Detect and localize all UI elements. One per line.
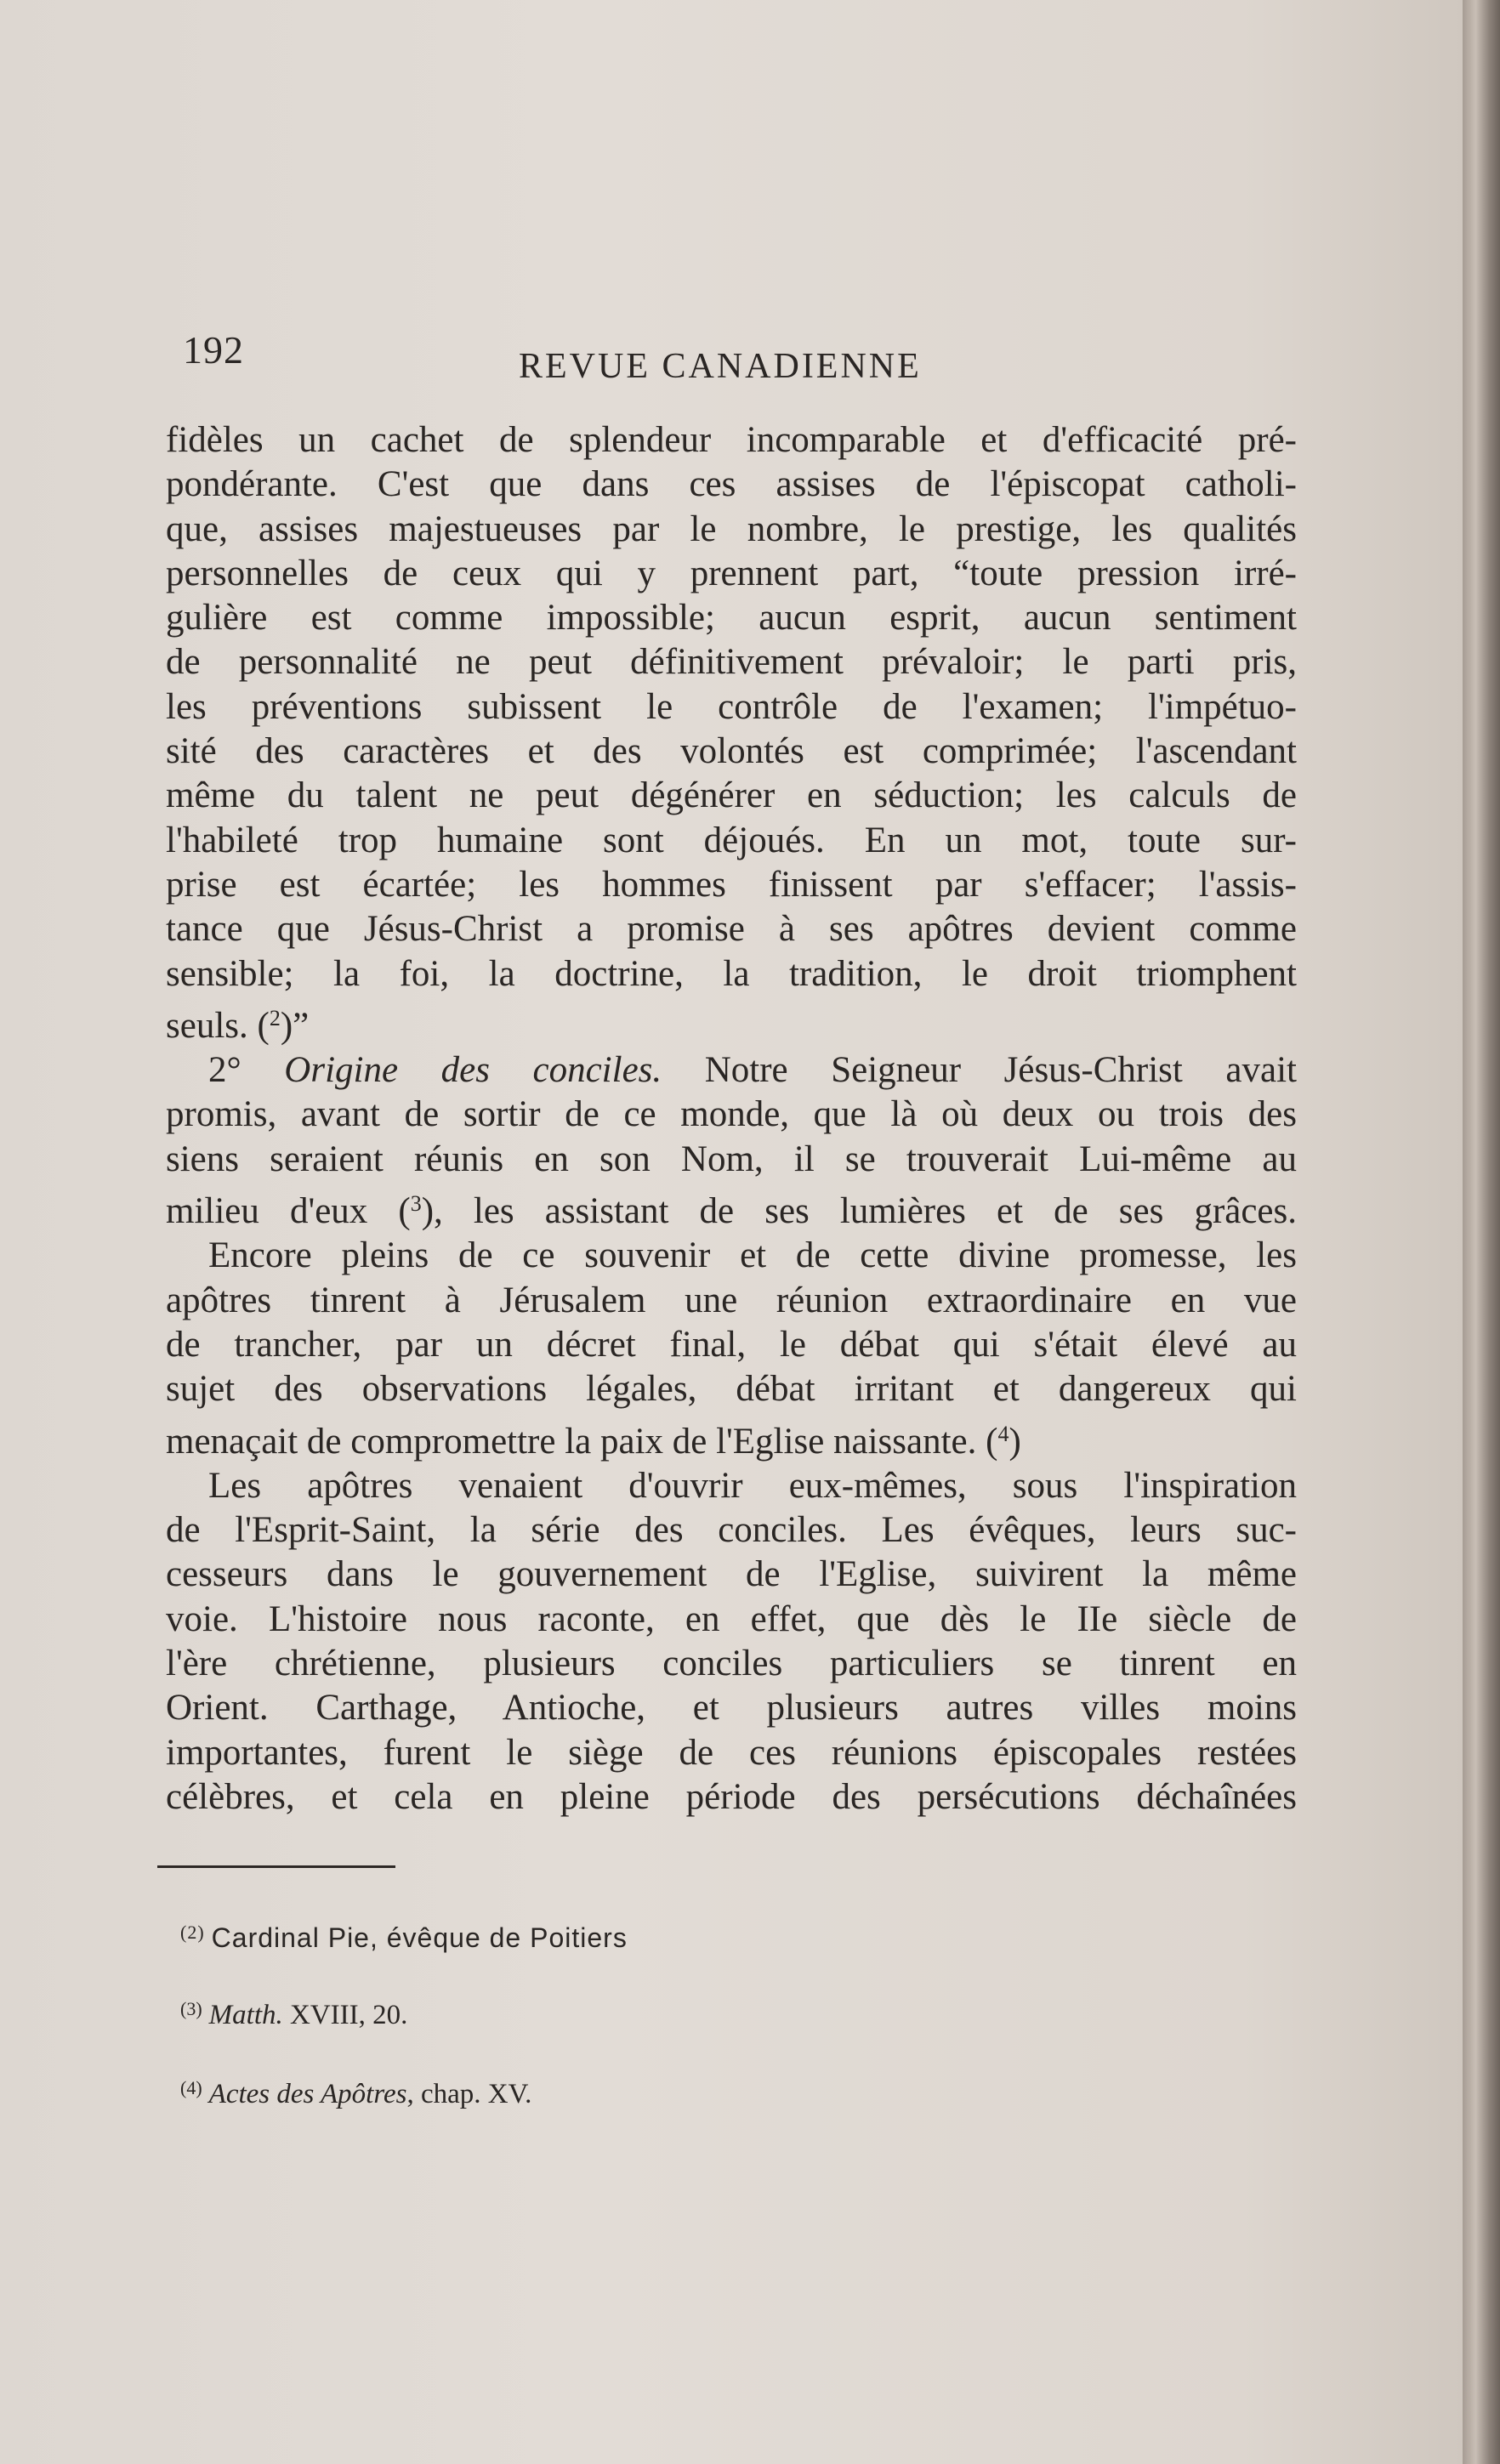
footnote-text: , chap. XV. — [406, 2079, 532, 2109]
footnote-source: Actes des Apôtres — [208, 2079, 407, 2109]
text-line: pondérante. C'est que dans ces assises de l'épiscopat catholi- — [166, 464, 1297, 505]
footnote-2 — [180, 1922, 628, 1954]
footnote-ref: 4 — [997, 1421, 1009, 1446]
text-line: gulière est comme impossible; aucun esprit, aucun sentiment — [166, 598, 1297, 639]
text-line: Orient. Carthage, Antioche, et plusieurs autres villes moins — [166, 1688, 1297, 1729]
text-fragment: seuls. — [166, 1005, 248, 1046]
text-line: célèbres, et cela en pleine période des persécutions déchaînées — [166, 1776, 1297, 1817]
running-title: REVUE CANADIENNE — [519, 347, 922, 386]
footnote-mark: (2) — [180, 1922, 205, 1943]
text-fragment: ), les assistant de ses lumières et de ses grâces. — [421, 1191, 1298, 1232]
footnote-text: Cardinal Pie, évêque de Poitiers — [211, 1922, 628, 1953]
text-line: voie. L'histoire nous raconte, en effet, que dès le IIe siècle de — [166, 1598, 1297, 1639]
footnote-ref: 3 — [410, 1191, 422, 1217]
text-line: prise est écartée; les hommes finissent par s'effacer; l'assis- — [166, 864, 1297, 905]
footnote-4 — [180, 2077, 531, 2110]
text-line: que, assises majestueuses par le nombre, le prestige, les qualités — [166, 508, 1297, 549]
text-line: importantes, furent le siège de ces réunions épiscopales restées — [166, 1732, 1297, 1773]
text-line: cesseurs dans le gouvernement de l'Eglise, suivirent la même — [166, 1554, 1297, 1595]
text-line: siens seraient réunis en son Nom, il se trouverait Lui-même au — [166, 1138, 1297, 1179]
text-line: l'habileté trop humaine sont déjoués. En un mot, toute sur- — [166, 820, 1297, 860]
text-line: tance que Jésus-Christ a promise à ses apôtres devient comme — [166, 909, 1297, 950]
text-line: Les apôtres venaient d'ouvrir eux-mêmes, sous l'inspiration — [208, 1465, 1297, 1506]
text-line: personnelles de ceux qui y prennent part, “toute pression irré- — [166, 553, 1297, 593]
footnote-mark: (3) — [180, 1998, 202, 2019]
text-line: apôtres tinrent à Jérusalem une réunion extraordinaire en vue — [166, 1280, 1297, 1320]
text-line — [166, 1182, 1297, 1234]
text-line — [166, 1412, 1297, 1464]
footnote-text: XVIII, 20. — [282, 2000, 408, 2030]
section-title: Origine des conciles. — [284, 1050, 662, 1091]
footnote-source: Matth. — [208, 2000, 283, 2030]
section-heading-line — [166, 1048, 1297, 1093]
text-line: de personnalité ne peut définitivement prévaloir; le parti pris, — [166, 642, 1297, 683]
text-line: de l'Esprit-Saint, la série des conciles. Les évêques, leurs suc- — [166, 1510, 1297, 1551]
text-line: sité des caractères et des volontés est comprimée; l'ascendant — [166, 731, 1297, 772]
text-fragment: Notre Seigneur Jésus-Christ avait — [662, 1050, 1297, 1091]
page-header — [183, 327, 1288, 387]
text-line: Encore pleins de ce souvenir et de cette divine promesse, les — [208, 1235, 1297, 1276]
text-line: fidèles un cachet de splendeur incomparable et d'efficacité pré- — [166, 420, 1297, 460]
footnote-3 — [180, 1998, 407, 2031]
text-line: sujet des observations légales, débat irritant et dangereux qui — [166, 1369, 1297, 1410]
text-fragment: ) — [1009, 1421, 1021, 1462]
text-line: promis, avant de sortir de ce monde, que là où deux ou trois des — [166, 1094, 1297, 1135]
text-fragment: milieu d'eux ( — [166, 1191, 411, 1232]
body-text — [166, 418, 1297, 1820]
footnote-mark: (4) — [180, 2077, 202, 2098]
section-number: 2° — [208, 1050, 285, 1091]
text-line: sensible; la foi, la doctrine, la tradition, le droit triomphent — [166, 953, 1297, 994]
text-line: seuls. ($^2$)” — [166, 1005, 310, 1046]
text-fragment: menaçait de compromettre la paix de l'Eglise naissante. ( — [166, 1421, 998, 1462]
footnote-ref: 2 — [269, 1005, 281, 1030]
text-line: de trancher, par un décret final, le débat qui s'était élevé au — [166, 1324, 1297, 1365]
text-line: les préventions subissent le contrôle de l'examen; l'impétuo- — [166, 686, 1297, 727]
text-line: l'ère chrétienne, plusieurs conciles particuliers se tinrent en — [166, 1644, 1297, 1684]
text-line: même du talent ne peut dégénérer en séduction; les calculs de — [166, 775, 1297, 816]
footnote-divider — [157, 1865, 395, 1868]
page-number: 192 — [183, 328, 244, 372]
page-edge — [1463, 0, 1500, 2464]
text-fragment: ” — [293, 1005, 310, 1046]
